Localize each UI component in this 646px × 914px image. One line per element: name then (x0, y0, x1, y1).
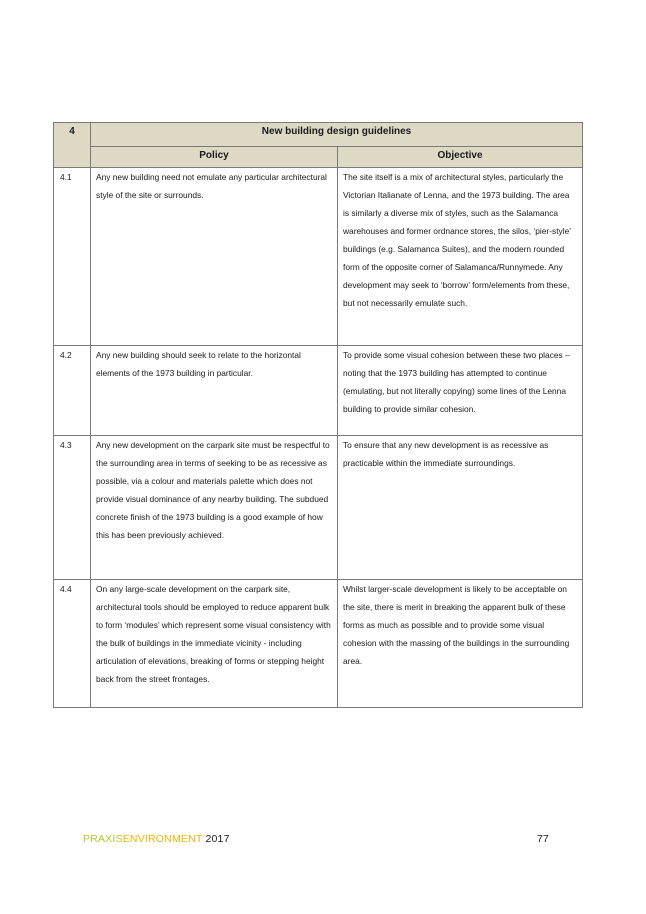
page-number: 77 (537, 833, 549, 845)
policy-text: On any large-scale development on the carpark site, architectural tools should be employed to reduce apparent bulk to form ‘modules’ which represent some visual consistency with the bulk of buildings in the immediate vicinity - including articulation of elevations, breaking of forms or stepping height back from the street frontages. (91, 580, 338, 708)
policy-text: Any new development on the carpark site must be respectful to the surrounding area in terms of seeking to be as recessive as possible, via a colour and materials palette which does not provide visual dominance of any nearby building. The subdued concrete finish of the 1973 building is a good example of how this has been previously achieved. (91, 436, 338, 580)
brand-environment: ENVIRONMENT (122, 833, 203, 845)
policy-text: Any new building should seek to relate to the horizontal elements of the 1973 building in particular. (91, 346, 338, 436)
row-number: 4.1 (54, 168, 91, 346)
objective-column-header: Objective (338, 147, 583, 168)
policy-text: Any new building need not emulate any particular architectural style of the site or surrounds. (91, 168, 338, 346)
objective-text: Whilst larger-scale development is likely to be acceptable on the site, there is merit in breaking the apparent bulk of these forms as much as possible and to provide some visual cohesion with the massing of the buildings in the surrounding area. (338, 580, 583, 708)
guidelines-table (53, 122, 583, 708)
table-row (54, 436, 583, 580)
brand-praxis: PRAXIS (83, 833, 123, 845)
table-row (54, 580, 583, 708)
footer-brand (83, 833, 230, 845)
table-row (54, 168, 583, 346)
objective-text: To ensure that any new development is as recessive as practicable within the immediate surroundings. (338, 436, 583, 580)
objective-text: To provide some visual cohesion between these two places – noting that the 1973 building has attempted to continue (emulating, but not literally copying) some lines of the Lenna building to provide similar cohesion. (338, 346, 583, 436)
policy-column-header: Policy (91, 147, 338, 168)
objective-text: The site itself is a mix of architectural styles, particularly the Victorian Italianate of Lenna, and the 1973 building. The area is similarly a diverse mix of styles, such as the Salamanca warehouses and former ordnance stores, the silos, ‘pier-style’ buildings (e.g. Salamanca Suites), and the modern rounded form of the opposite corner of Salamanca/Runnymede. Any development may seek to ‘borrow’ form/elements from these, but not necessarily emulate such. (338, 168, 583, 346)
row-number: 4.2 (54, 346, 91, 436)
row-number: 4.3 (54, 436, 91, 580)
table-row (54, 346, 583, 436)
footer-year: 2017 (205, 833, 230, 845)
section-number: 4 (54, 123, 91, 168)
row-number: 4.4 (54, 580, 91, 708)
section-title: New building design guidelines (91, 123, 583, 147)
